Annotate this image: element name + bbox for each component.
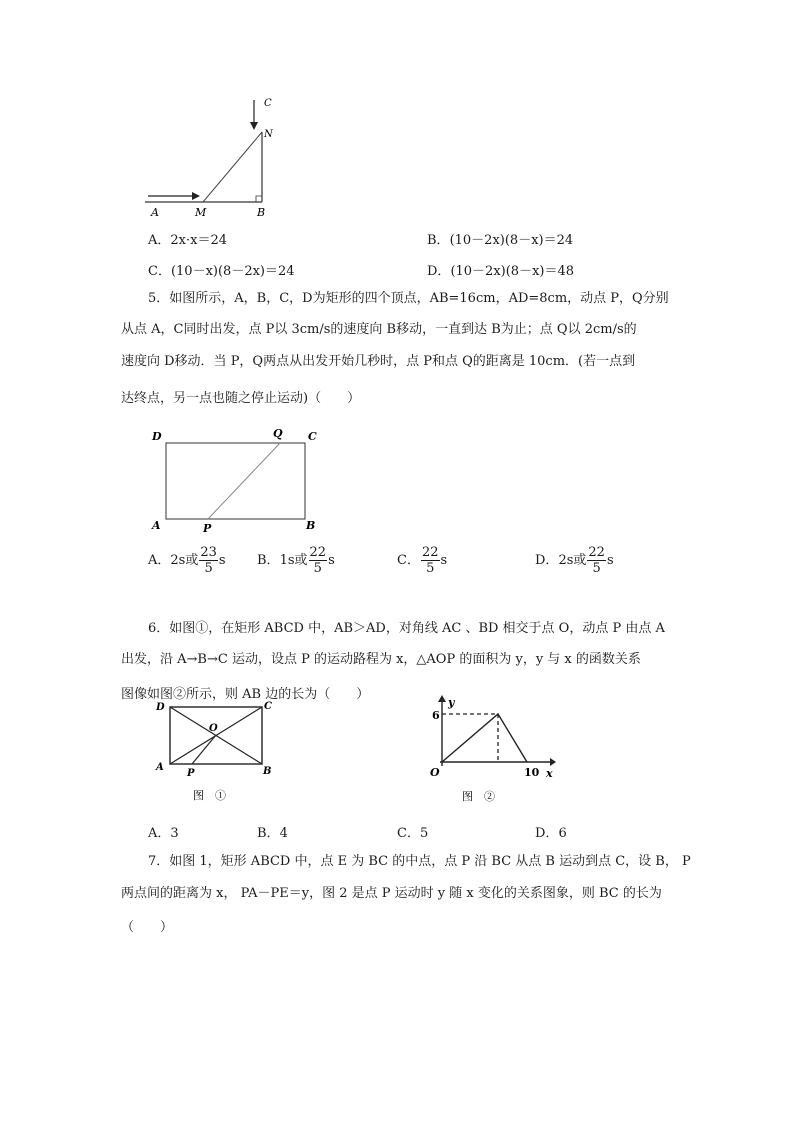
q4-figure: [140, 92, 290, 222]
label-O: O: [209, 723, 218, 734]
label-N: N: [264, 129, 273, 140]
q6-option-b: B．4: [257, 826, 288, 841]
q6-option-d: D．6: [535, 826, 567, 841]
q5-figure: [148, 424, 328, 538]
q5-line-4: 达终点，另一点也随之停止运动)（ ）: [121, 391, 361, 406]
q7-line-1: 7．如图 1，矩形 ABCD 中，点 E 为 BC 的中点，点 P 沿 BC 从点 B 运动到点 C，设 B， P: [148, 854, 691, 869]
q6-figure-2: [420, 692, 565, 807]
tick-10: 10: [524, 766, 540, 779]
label-Q: Q: [273, 427, 283, 440]
q5-option-d: D．2s或 $\frac{22}{5}$ s: [535, 545, 614, 576]
y-axis-label: y: [448, 696, 455, 709]
q5-line-2: 从点 A，C同时出发，点 P以 3cm/s的速度向 B移动，一直到达 B为止；点 Q以 2cm/s的: [121, 322, 637, 337]
label-P: P: [203, 522, 212, 535]
q4-option-a: A．2x·x＝24: [148, 233, 227, 248]
label-A: A: [151, 206, 159, 219]
label-A: A: [152, 519, 161, 532]
label-P: P: [187, 768, 195, 779]
q6-option-c: C．5: [397, 826, 429, 841]
q5-line-1: 5．如图所示，A，B，C，D为矩形的四个顶点，AB=16cm，AD=8cm，动点 P，Q分别: [148, 291, 669, 306]
label-D: D: [156, 702, 165, 713]
q6-line-1: 6．如图①，在矩形 ABCD 中，AB＞AD，对角线 AC 、BD 相交于点 O，动点 P 由点 A: [148, 621, 665, 636]
q6-line-2: 出发，沿 A→B→C 运动，设点 P 的运动路程为 x，△AOP 的面积为 y，y 与 x 的函数关系: [121, 652, 641, 667]
q5-option-b: B．1s或 $\frac{22}{5}$ s: [257, 545, 335, 576]
label-C: C: [264, 701, 272, 712]
q5-option-c: C． $\frac{22}{5}$ s: [397, 545, 448, 576]
label-C: C: [308, 430, 317, 443]
figure-1-caption: 图 ①: [193, 789, 226, 802]
figure-2-caption: 图 ②: [462, 790, 495, 803]
q5-option-a: A．2s或 $\frac{23}{5}$ s: [148, 545, 226, 576]
q7-line-2: 两点间的距离为 x， PA－PE＝y，图 2 是点 P 运动时 y 随 x 变化的关系图象，则 BC 的长为: [121, 886, 662, 901]
label-D: D: [152, 430, 162, 443]
label-B: B: [263, 766, 272, 777]
q6-figure-1: [150, 695, 280, 807]
q4-option-c: C．(10－x)(8－2x)＝24: [148, 264, 295, 279]
tick-6: 6: [432, 709, 440, 722]
label-B: B: [257, 206, 266, 219]
q6-option-a: A．3: [148, 826, 179, 841]
label-A: A: [156, 762, 164, 773]
origin-label: O: [430, 766, 440, 779]
label-M: M: [195, 206, 207, 219]
label-B: B: [306, 519, 316, 532]
q7-line-3: （ ）: [121, 920, 174, 935]
q4-option-b: B．(10－2x)(8－x)＝24: [427, 233, 574, 248]
x-axis-label: x: [546, 767, 553, 780]
q5-line-3: 速度向 D移动．当 P，Q两点从出发开始几秒时，点 P和点 Q的距离是 10cm．(若一点到: [121, 354, 636, 369]
q4-option-d: D．(10－2x)(8－x)＝48: [427, 264, 575, 279]
label-C: C: [264, 98, 272, 109]
q6-line-3: 图像如图②所示，则 AB 边的长为（ ）: [121, 687, 370, 702]
